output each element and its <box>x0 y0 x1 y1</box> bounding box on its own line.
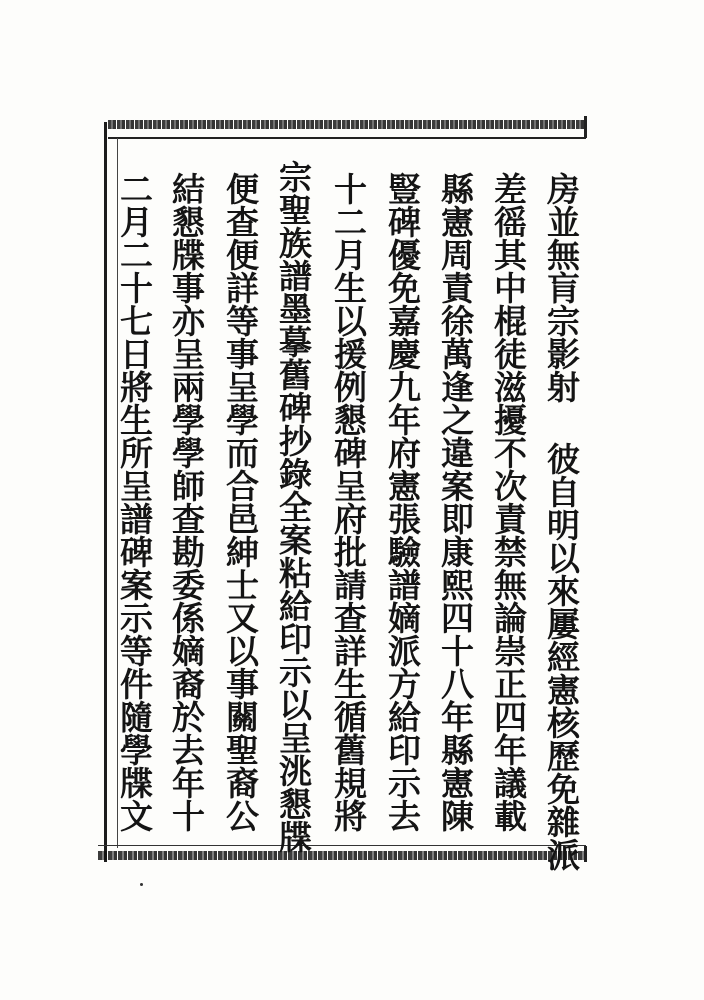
border-left <box>104 122 107 862</box>
border-rule-bottom <box>98 845 586 846</box>
text-column-7: 便查便詳等事呈學而合邑紳士又以事關聖裔公 <box>221 172 260 832</box>
text-column-9: 二月二十七日將生所呈譜碑案示等件隨學牒文 <box>115 172 154 832</box>
text-column-4: 豎碑優免嘉慶九年府憲張驗譜嫡派方給印示去 <box>383 172 422 832</box>
ornamental-border-top <box>108 120 586 129</box>
ink-speck <box>140 883 143 886</box>
text-column-6: 宗聖族譜墨摹舊碑抄錄全案粘給印示以呈洮懇牒 <box>274 160 313 853</box>
text-column-5: 十二月生以援例懇碑呈府批請查詳生循舊規將 <box>329 172 368 832</box>
text-column-3: 縣憲周責徐萬逢之違案即康熙四十八年縣憲陳 <box>436 172 475 832</box>
ornamental-border-bottom <box>98 851 586 860</box>
border-corner-top-right <box>584 116 587 138</box>
border-rule-top <box>108 137 586 139</box>
text-column-1: 房並無肓宗影射 彼自明以來屢經憲核歷免雜派 <box>542 172 581 871</box>
text-column-2: 差徭其中棍徒滋擾不次責禁無論崇正四年議載 <box>489 172 528 832</box>
text-column-8: 結懇牒事亦呈兩學學師查勘委係嫡裔於去年十 <box>167 172 206 832</box>
border-corner-bottom-right <box>584 846 587 862</box>
